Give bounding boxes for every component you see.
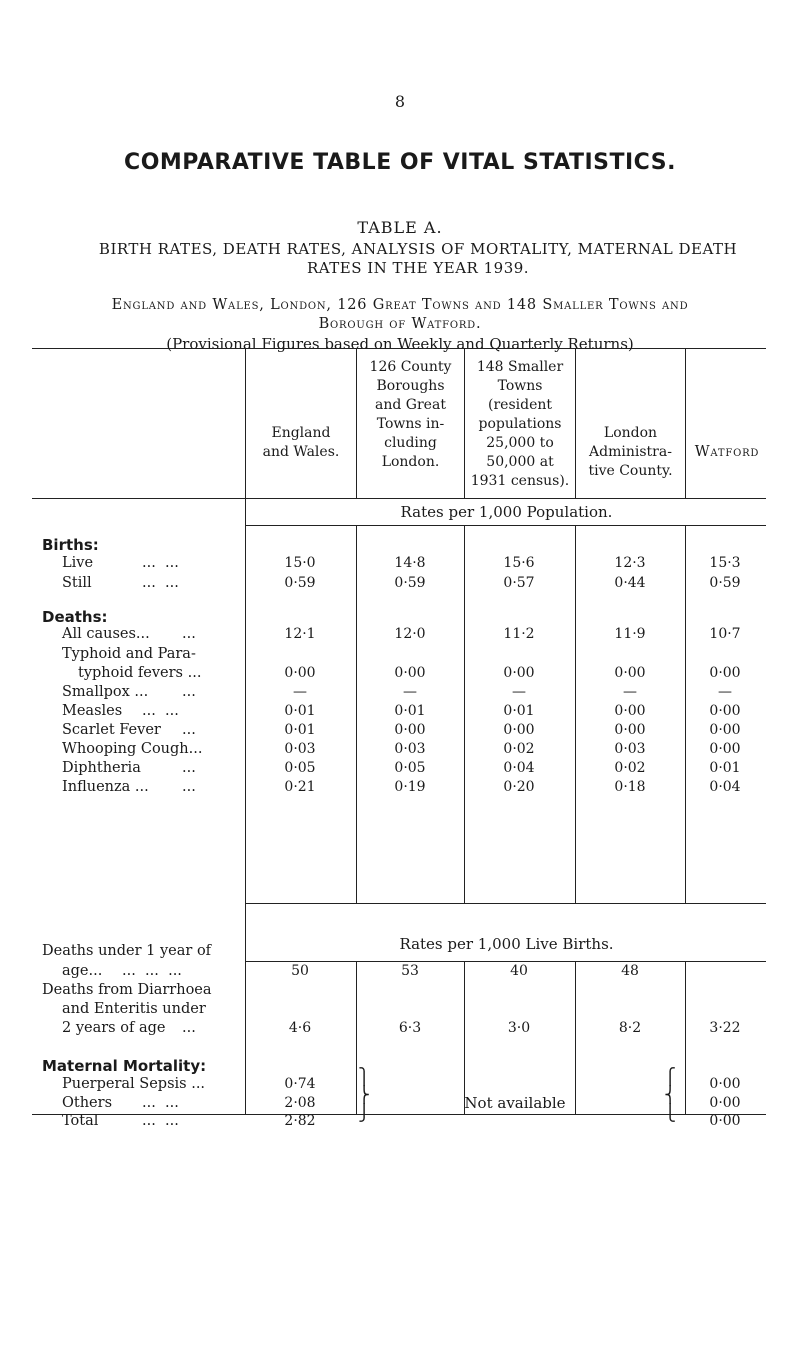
col-line: Towns xyxy=(497,378,543,394)
not-available-note: Not available xyxy=(464,1094,566,1112)
col-line: London. xyxy=(381,454,440,470)
row-label-diarrhoea-1: Deaths from Diarrhoea xyxy=(42,982,212,998)
rule-header-bottom xyxy=(32,498,766,499)
leader: ... ... xyxy=(142,575,179,591)
label-text: 2 years of age xyxy=(62,1020,166,1036)
value-cell: 0·05 xyxy=(394,760,426,776)
label-text: Scarlet Fever xyxy=(62,722,161,738)
col-line: England xyxy=(271,425,331,441)
col-line: 1931 census). xyxy=(470,473,570,489)
label-text: Smallpox ... xyxy=(62,684,149,700)
row-label-under1-1: Deaths under 1 year of xyxy=(42,943,212,959)
value-cell: 0·01 xyxy=(709,760,741,776)
value-cell: 0·18 xyxy=(614,779,646,795)
col-line: Watford xyxy=(694,444,760,460)
label-text: Others xyxy=(62,1095,113,1111)
value-cell: — xyxy=(718,684,732,700)
leader: ... ... xyxy=(142,1113,179,1129)
value-cell: 3·0 xyxy=(507,1020,531,1036)
value-cell: 0·01 xyxy=(284,722,316,738)
row-label-whooping: Whooping Cough... xyxy=(62,741,203,757)
value-cell: 0·57 xyxy=(503,575,535,591)
value-cell: 12·1 xyxy=(284,626,316,642)
value-cell: 0·59 xyxy=(394,575,426,591)
value-cell: 15·6 xyxy=(503,555,535,571)
label-text: Still xyxy=(62,575,92,591)
region-heading xyxy=(0,296,800,334)
row-label-typhoid-2: typhoid fevers ... xyxy=(78,665,202,681)
value-cell: 50 xyxy=(291,963,309,979)
divider-h2 xyxy=(356,349,357,498)
value-cell: 0·02 xyxy=(503,741,535,757)
col-line: populations xyxy=(478,416,562,432)
row-label-diarrhoea-3 xyxy=(62,1020,196,1036)
label-text: Measles xyxy=(62,703,123,719)
leader: ... xyxy=(182,722,196,738)
value-cell: 2·08 xyxy=(284,1095,316,1111)
value-cell: 0·00 xyxy=(394,722,426,738)
row-label-diarrhoea-2: and Enteritis under xyxy=(62,1001,206,1017)
section-deaths: Deaths: xyxy=(42,608,108,626)
col-london xyxy=(577,424,684,481)
rule-banner-births xyxy=(245,961,766,962)
value-cell: 0·59 xyxy=(284,575,316,591)
value-cell: 0·00 xyxy=(709,703,741,719)
leader: ... xyxy=(182,626,196,642)
col-line: (resident xyxy=(488,397,552,413)
value-cell: 0·00 xyxy=(284,665,316,681)
divider-h1 xyxy=(245,349,246,498)
divider-h3 xyxy=(464,349,465,498)
label-text: Diphtheria xyxy=(62,760,141,776)
col-line: 148 Smaller xyxy=(476,359,564,375)
banner-per-population: Rates per 1,000 Population. xyxy=(400,503,613,521)
subtitle-line-2: RATES IN THE YEAR 1939. xyxy=(306,259,530,277)
value-cell: 8·2 xyxy=(618,1020,642,1036)
row-label-puerperal: Puerperal Sepsis ... xyxy=(62,1076,206,1092)
label-text: Influenza ... xyxy=(62,779,149,795)
value-cell: 0·03 xyxy=(284,741,316,757)
value-cell: 2·82 xyxy=(284,1113,316,1129)
value-cell: 11·2 xyxy=(503,626,535,642)
row-label-typhoid-1: Typhoid and Para- xyxy=(62,646,196,662)
col-line: tive County. xyxy=(588,463,673,479)
value-cell: 0·00 xyxy=(709,665,741,681)
col-line: Towns in- xyxy=(376,416,445,432)
value-cell: 0·00 xyxy=(503,722,535,738)
value-cell: 0·00 xyxy=(503,665,535,681)
region-line-1: England and Wales, London, 126 Great Towns and 148 Smaller Towns and xyxy=(111,297,689,313)
row-label-still xyxy=(62,575,179,591)
value-cell: 0·00 xyxy=(394,665,426,681)
value-cell: 15·3 xyxy=(709,555,741,571)
subtitle xyxy=(28,240,800,278)
divider-label-col xyxy=(245,498,246,1114)
value-cell: 53 xyxy=(401,963,419,979)
rule-banner-births-top xyxy=(245,903,766,904)
leader: ... xyxy=(182,1020,196,1036)
col-county-boroughs xyxy=(358,358,463,472)
value-cell: 6·3 xyxy=(398,1020,422,1036)
region-line-2: Borough of Watford. xyxy=(318,316,482,332)
value-cell: 0·04 xyxy=(503,760,535,776)
value-cell: 14·8 xyxy=(394,555,426,571)
value-cell: 0·00 xyxy=(709,722,741,738)
value-cell: 0·00 xyxy=(709,741,741,757)
value-cell: 0·04 xyxy=(709,779,741,795)
section-maternal: Maternal Mortality: xyxy=(42,1057,207,1075)
value-cell: — xyxy=(293,684,307,700)
rule-banner-population xyxy=(245,525,766,526)
row-label-others xyxy=(62,1095,179,1111)
leader: ... xyxy=(182,684,196,700)
col-line: 50,000 at xyxy=(486,454,554,470)
value-cell: 0·59 xyxy=(709,575,741,591)
value-cell: 12·0 xyxy=(394,626,426,642)
main-title: COMPARATIVE TABLE OF VITAL STATISTICS. xyxy=(124,150,676,175)
value-cell: 10·7 xyxy=(709,626,741,642)
label-text: Live xyxy=(62,555,94,571)
col-line: 25,000 to xyxy=(486,435,554,451)
value-cell: — xyxy=(403,684,417,700)
leader: ... xyxy=(182,760,196,776)
divider-h4 xyxy=(575,349,576,498)
table-label: TABLE A. xyxy=(357,218,443,237)
page-number: 8 xyxy=(394,92,406,111)
col-line: and Great xyxy=(375,397,446,413)
value-cell: 0·03 xyxy=(394,741,426,757)
banner-per-live-births: Rates per 1,000 Live Births. xyxy=(399,935,614,953)
value-cell: 0·20 xyxy=(503,779,535,795)
brace-left-icon: ⎫ ⎬ ⎭ xyxy=(358,1067,370,1122)
value-cell: 0·01 xyxy=(284,703,316,719)
value-cell: 12·3 xyxy=(614,555,646,571)
leader: ... ... xyxy=(142,703,179,719)
value-cell: 0·02 xyxy=(614,760,646,776)
row-label-scarlet xyxy=(62,722,196,738)
col-line: cluding xyxy=(384,435,437,451)
divider-b2-3 xyxy=(464,961,465,1114)
value-cell: 0·00 xyxy=(614,703,646,719)
row-label-under1-2 xyxy=(62,963,182,979)
leader: ... ... xyxy=(142,1095,179,1111)
value-cell: 11·9 xyxy=(614,626,646,642)
value-cell: 48 xyxy=(621,963,639,979)
section-births: Births: xyxy=(42,536,99,554)
value-cell: 0·44 xyxy=(614,575,646,591)
row-label-measles xyxy=(62,703,179,719)
value-cell: 0·00 xyxy=(709,1095,741,1111)
value-cell: 0·01 xyxy=(394,703,426,719)
value-cell: — xyxy=(623,684,637,700)
brace-right-icon: ⎧ ⎨ ⎩ xyxy=(664,1067,676,1122)
leader: ... xyxy=(182,779,196,795)
leader: ... ... ... xyxy=(122,963,182,979)
value-cell: 0·00 xyxy=(614,665,646,681)
row-label-total xyxy=(62,1113,179,1129)
value-cell: 3·22 xyxy=(709,1020,741,1036)
col-smaller-towns xyxy=(466,358,574,491)
row-label-diphtheria xyxy=(62,760,196,776)
value-cell: — xyxy=(512,684,526,700)
col-england-wales xyxy=(247,424,355,462)
row-label-influenza xyxy=(62,779,196,795)
value-cell: 0·01 xyxy=(503,703,535,719)
value-cell: 0·03 xyxy=(614,741,646,757)
row-label-all-causes xyxy=(62,626,196,642)
subtitle-line-1: BIRTH RATES, DEATH RATES, ANALYSIS OF MORTALITY, MATERNAL DEATH xyxy=(98,240,738,258)
col-line: 126 County xyxy=(369,359,452,375)
value-cell: 0·05 xyxy=(284,760,316,776)
value-cell: 0·21 xyxy=(284,779,316,795)
divider-b1-2 xyxy=(356,525,357,903)
value-cell: 0·00 xyxy=(709,1076,741,1092)
col-line: and Wales. xyxy=(262,444,340,460)
divider-b1-3 xyxy=(464,525,465,903)
divider-b2-4 xyxy=(575,961,576,1114)
value-cell: 0·00 xyxy=(709,1113,741,1129)
divider-b1-4 xyxy=(575,525,576,903)
label-text: All causes... xyxy=(62,626,150,642)
row-label-smallpox xyxy=(62,684,196,700)
row-label-live xyxy=(62,555,179,571)
rule-top xyxy=(32,348,766,349)
col-line: London xyxy=(603,425,658,441)
col-watford xyxy=(687,443,767,462)
value-cell: 4·6 xyxy=(288,1020,312,1036)
col-line: Administra- xyxy=(589,444,672,460)
divider-b2-2 xyxy=(356,961,357,1114)
leader: ... ... xyxy=(142,555,179,571)
value-cell: 0·19 xyxy=(394,779,426,795)
provisional-note: (Provisional Figures based on Weekly and Quarterly Returns) xyxy=(166,335,634,353)
value-cell: 0·74 xyxy=(284,1076,316,1092)
col-line: Boroughs xyxy=(376,378,445,394)
value-cell: 0·00 xyxy=(614,722,646,738)
label-text: Total xyxy=(62,1113,99,1129)
divider-h5 xyxy=(685,349,686,498)
label-text: age... xyxy=(62,963,103,979)
value-cell: 15·0 xyxy=(284,555,316,571)
value-cell: 40 xyxy=(510,963,528,979)
